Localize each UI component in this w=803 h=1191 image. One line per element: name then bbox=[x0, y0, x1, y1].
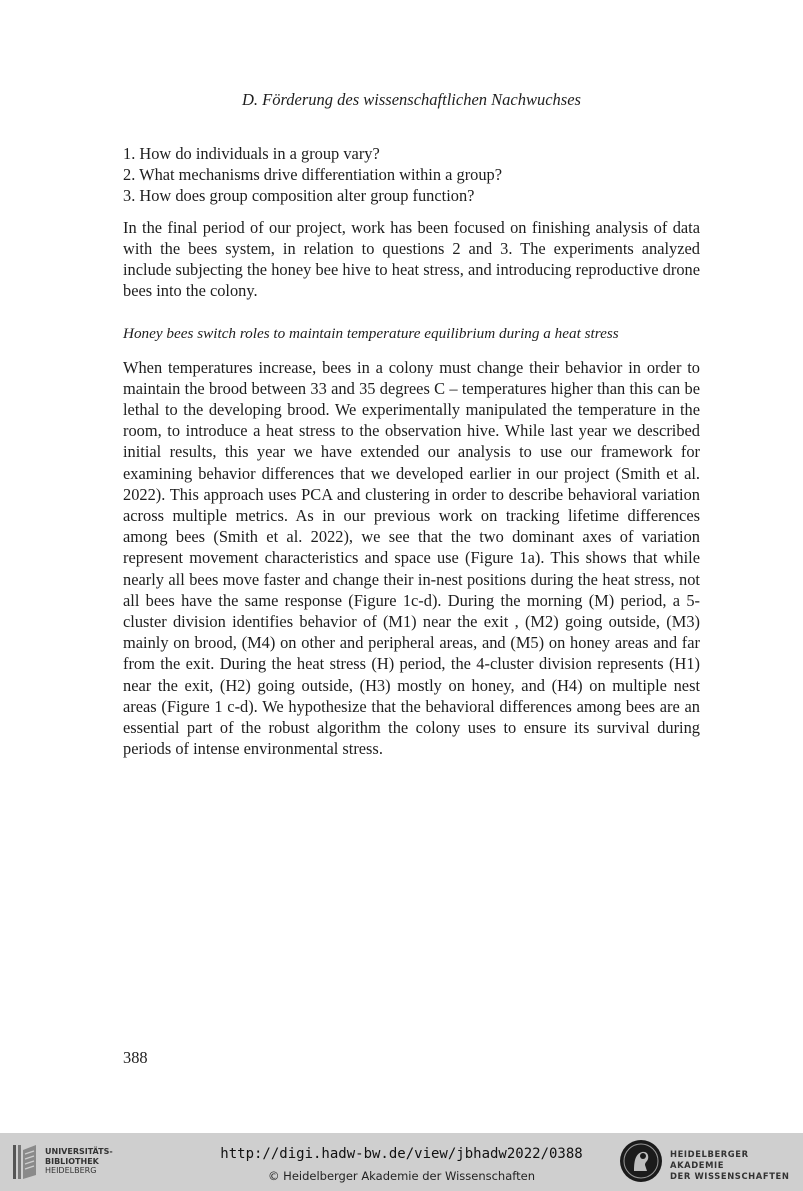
section-paragraph: When temperatures increase, bees in a colony must change their behavior in order to maintain the brood between 33 and 35 degrees C – temperatures higher than this can be lethal to the developing brood. We experimentally manipulated the temperature in the room, to introduce a heat stress to the observation hive. While last year we described initial results, this year we have extended our analysis to use our framework for examining behavior differences that we developed earlier in our project (Smith et al. 2022). This approach uses PCA and clustering in order to describe behavioral variation across multiple metrics. As in our previous work on tracking lifetime differences among bees (Smith et al. 2022), we see that the two dominant axes of variation represent movement characteristics and space use (Figure 1a). This shows that while nearly all bees move faster and change their in-nest positions during the heat stress, not all bees have the same response (Figure 1c-d). During the morning (M) period, a 5-cluster division identifies behavior of (M1) near the exit , (M2) going outside, (M3) mainly on brood, (M4) on other and peripheral areas, and (M5) on honey areas and far from the exit. During the heat stress (H) period, the 4-cluster division represents (H1) near the exit, (H2) going outside, (H3) mostly on honey, and (H4) on multiple nest areas (Figure 1 c-d). We hypothesize that the behavioral differences among bees are an essential part of the robust algorithm the colony uses to ensure its survival during periods of intense environmental stress. bbox=[123, 357, 700, 759]
source-url-link[interactable]: http://digi.hadw-bw.de/view/jbhadw2022/0388 bbox=[220, 1146, 583, 1162]
running-header: D. Förderung des wissenschaftlichen Nachwuchses bbox=[242, 90, 581, 109]
list-item: 3. How does group composition alter group function? bbox=[123, 186, 475, 206]
page-number: 388 bbox=[123, 1048, 148, 1067]
question-list bbox=[123, 143, 700, 207]
academy-name-line: HEIDELBERGER AKADEMIE bbox=[670, 1149, 749, 1170]
list-item: 1. How do individuals in a group vary? bbox=[123, 144, 380, 163]
copyright-notice: © Heidelberger Akademie der Wissenschaften bbox=[268, 1169, 535, 1183]
academy-name bbox=[670, 1149, 803, 1182]
footer-bar bbox=[0, 1133, 803, 1191]
library-name-line: UNIVERSITÄTS- bbox=[45, 1147, 113, 1156]
list-item: 2. What mechanisms drive differentiation within a group? bbox=[123, 165, 503, 185]
academy-name-line: DER WISSENSCHAFTEN bbox=[670, 1171, 790, 1181]
academy-seal-icon bbox=[620, 1140, 662, 1182]
page-content bbox=[123, 143, 700, 759]
library-name-line: HEIDELBERG bbox=[45, 1166, 97, 1175]
library-name-line: BIBLIOTHEK bbox=[45, 1156, 99, 1166]
section-heading: Honey bees switch roles to maintain temperature equilibrium during a heat stress bbox=[123, 325, 619, 343]
intro-paragraph: In the final period of our project, work has been focused on finishing analysis of data with the bees system, in relation to questions 2 and 3. The experiments analyzed include subjecting the honey bee hive to heat stress, and introducing reproductive drone bees into the colony. bbox=[123, 217, 700, 301]
